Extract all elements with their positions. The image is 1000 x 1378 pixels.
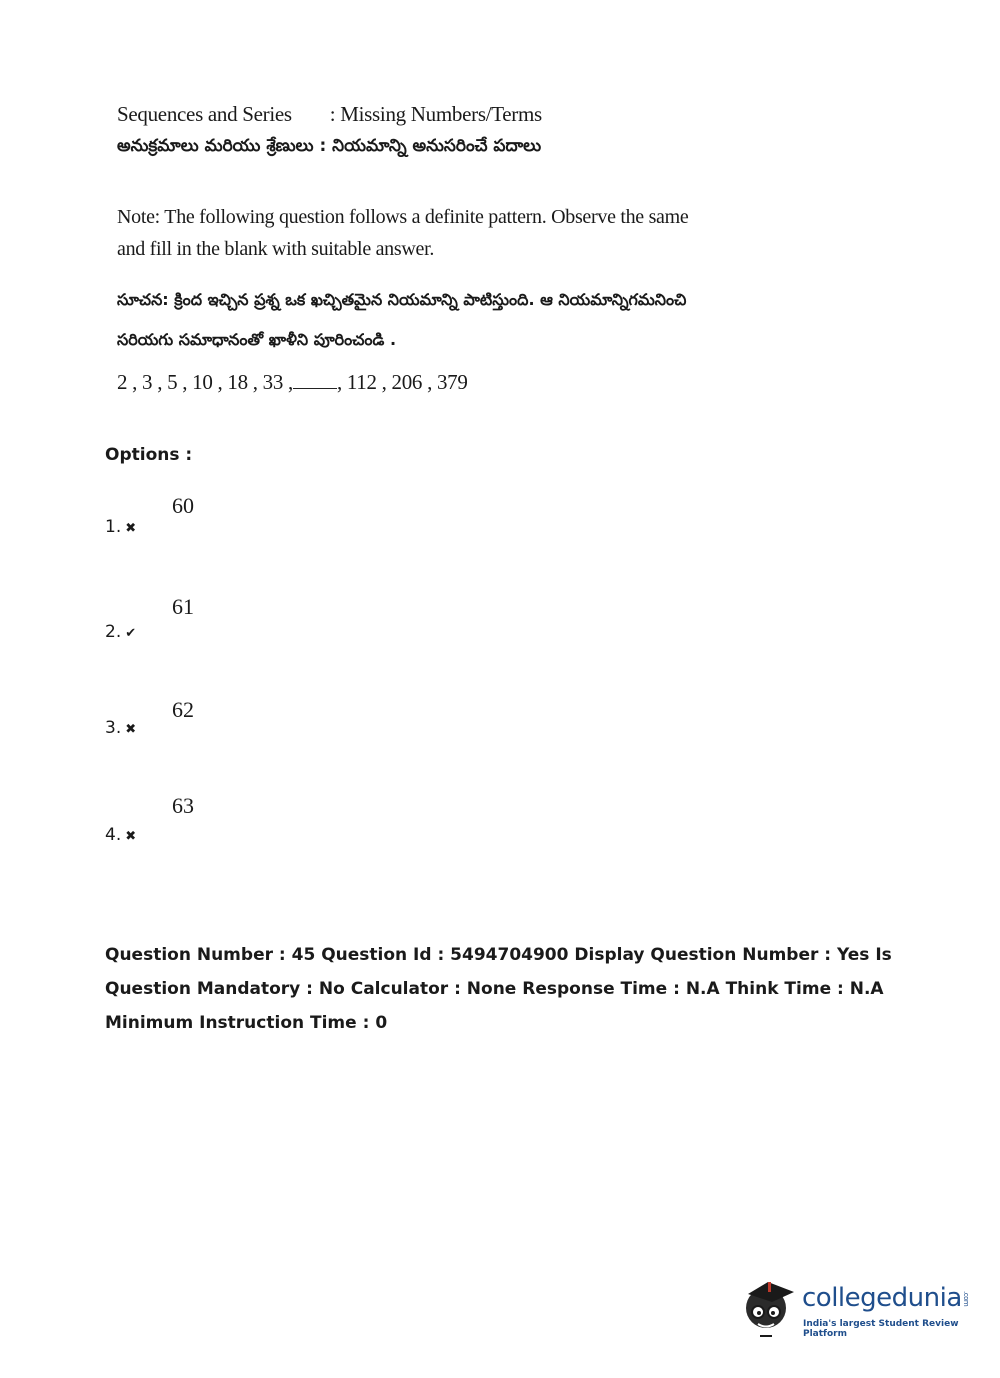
note-telugu: సూచన: క్రింద ఇచ్చిన ప్రశ్న ఒక ఖచ్చితమైన నియమాన్ని పాటిస్తుంది. ఆ నియమాన్నిగమనించి సరియగు సమాధానంతో ఖాళీని పూరించండి . xyxy=(117,290,687,349)
option-3-value: 62 xyxy=(172,697,194,722)
sequence-blank xyxy=(293,370,337,389)
option-number: 4. xyxy=(105,825,122,845)
check-icon: ✔ xyxy=(125,626,137,641)
note-english: Note: The following question follows a definite pattern. Observe the same and fill in the blank with suitable answer. xyxy=(117,206,689,260)
sequence-before: 2 , 3 , 5 , 10 , 18 , 33 , xyxy=(117,370,293,394)
option-1-value: 60 xyxy=(172,493,194,518)
question-metadata: Question Number : 45 Question Id : 5494704900 Display Question Number : Yes Is Question Mandatory : No Calculator : None Response Time : N.A Think Time : N.A Minimum Instruction Time : 0 xyxy=(105,945,892,1033)
topic-heading-telugu: అనుక్రమాలు మరియు శ్రేణులు : నియమాన్ని అనుసరించే పదాలు xyxy=(117,136,542,156)
option-number: 1. xyxy=(105,517,122,537)
sequence-after: , 112 , 206 , 379 xyxy=(336,370,468,394)
mascot-icon xyxy=(742,1272,800,1342)
option-number: 3. xyxy=(105,718,122,738)
option-4-value: 63 xyxy=(172,793,194,818)
subtopic-title: : Missing Numbers/Terms xyxy=(329,102,542,126)
question-sequence xyxy=(117,370,468,395)
topic-heading xyxy=(117,102,542,127)
options-label: Options : xyxy=(105,445,193,465)
option-2[interactable] xyxy=(105,622,136,642)
topic-title: Sequences and Series xyxy=(117,102,292,126)
option-2-value: 61 xyxy=(172,594,194,619)
logo-wordmark: collegedunia.com xyxy=(802,1283,970,1313)
option-1[interactable] xyxy=(105,517,136,537)
cross-icon: ✖ xyxy=(125,829,137,844)
cross-icon: ✖ xyxy=(125,521,137,536)
logo-tagline: India's largest Student Review Platform xyxy=(803,1319,959,1339)
option-number: 2. xyxy=(105,622,122,642)
option-3[interactable] xyxy=(105,718,136,738)
option-4[interactable] xyxy=(105,825,136,845)
cross-icon: ✖ xyxy=(125,722,137,737)
logo-suffix: .com xyxy=(961,1290,970,1307)
